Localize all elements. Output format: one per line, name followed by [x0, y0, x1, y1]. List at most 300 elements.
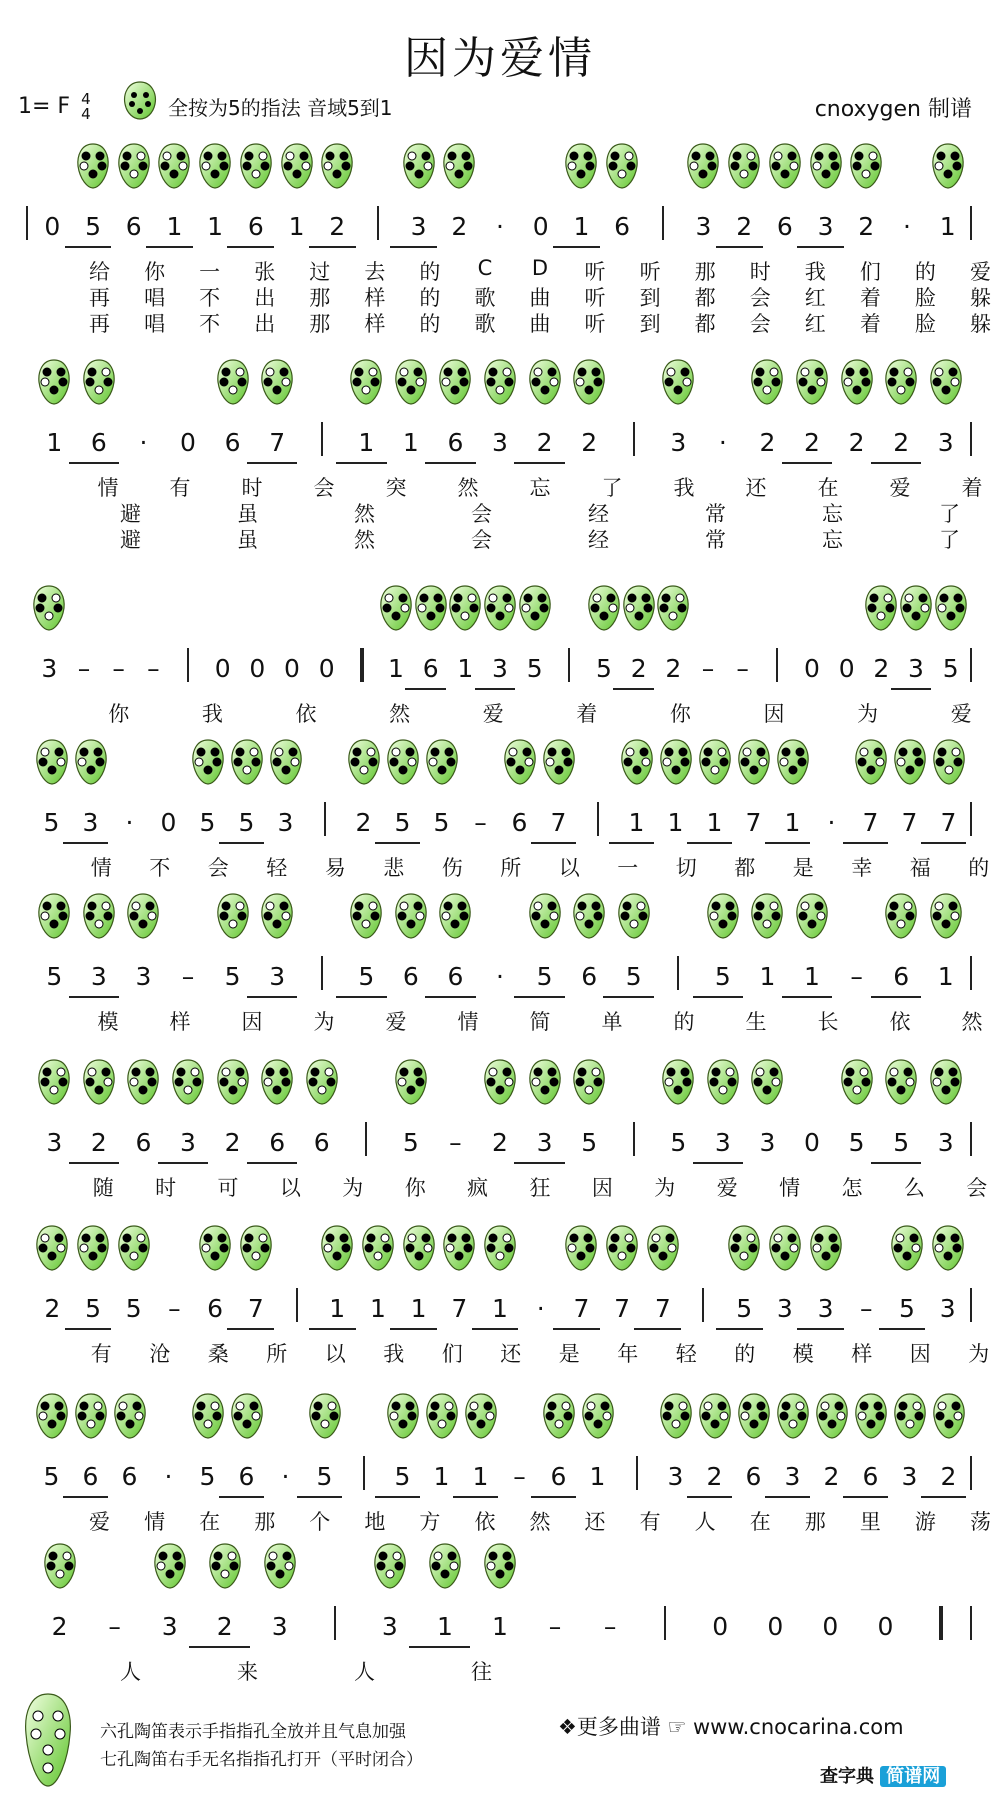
- ocarina-fingering-icon: [884, 358, 918, 406]
- lyric-char: 长: [817, 1010, 839, 1034]
- note: 1: [667, 808, 684, 837]
- note: 3: [784, 1462, 801, 1491]
- beam-underline: [531, 1496, 576, 1498]
- note: 1: [492, 1612, 508, 1641]
- beam-underline: [69, 1162, 120, 1164]
- ocarina-fingering-icon: [932, 1392, 966, 1440]
- lyric-char: 有: [90, 1342, 112, 1366]
- lyric-char: 听: [584, 312, 606, 336]
- lyric-char: 然: [354, 528, 375, 552]
- ocarina-fingering-icon: [934, 584, 968, 632]
- lyric-char: 情: [779, 1176, 801, 1200]
- note: 2: [90, 1128, 107, 1157]
- note: 1: [939, 212, 956, 241]
- lyric-char: 的: [914, 260, 936, 284]
- barline-end: [970, 1606, 972, 1640]
- ocarina-fingering-icon: [32, 584, 66, 632]
- lyric-char: 以: [324, 1342, 346, 1366]
- lyric-char: 我: [383, 1342, 405, 1366]
- lyric-char: 的: [419, 286, 441, 310]
- ocarina-fingering-icon: [386, 738, 420, 786]
- ocarina-fingering-icon: [617, 892, 651, 940]
- lyric-char: 突: [385, 476, 407, 500]
- ocarina-fingering-icon: [706, 1058, 740, 1106]
- ocarina-fingering-icon: [394, 1058, 428, 1106]
- lyric-char: 一: [617, 856, 639, 880]
- note: 1: [433, 1462, 450, 1491]
- note: 3: [901, 1462, 918, 1491]
- note: 3: [817, 1294, 834, 1323]
- lyric-char: 时: [155, 1176, 177, 1200]
- lyric-char: 躲: [969, 286, 991, 310]
- note: 5: [199, 1462, 216, 1491]
- lyric-char: 简: [529, 1010, 551, 1034]
- ocarina-fingering-icon: [706, 892, 740, 940]
- note: 2: [736, 212, 753, 241]
- lyric-char: 因: [909, 1342, 931, 1366]
- lyric-char: 躲: [969, 312, 991, 336]
- ocarina-fingering-icon: [840, 1058, 874, 1106]
- note: 1: [436, 1612, 453, 1641]
- lyric-char: 出: [254, 312, 276, 336]
- note: 1: [492, 1294, 508, 1323]
- note: 6: [313, 1128, 330, 1157]
- note: 6: [238, 1462, 255, 1491]
- lyric-char: 里: [859, 1510, 881, 1534]
- ocarina-fingering-icon: [239, 1224, 273, 1272]
- lyric-char: 在: [817, 476, 839, 500]
- lyric-char: 不: [199, 286, 221, 310]
- lyric-char: 歌: [474, 286, 496, 310]
- beam-underline: [716, 246, 763, 248]
- ocarina-fingering-icon: [402, 1224, 436, 1272]
- note: 6: [422, 654, 439, 683]
- ocarina-fingering-icon: [750, 1058, 784, 1106]
- note: 0: [284, 654, 300, 683]
- note: 2: [630, 654, 647, 683]
- barline: [597, 802, 599, 836]
- note: 7: [247, 1294, 264, 1323]
- note: 1: [784, 808, 801, 837]
- note: 0: [249, 654, 266, 683]
- ocarina-fingering-icon: [840, 358, 874, 406]
- ocarina-fingering-icon: [809, 1224, 843, 1272]
- lyric-char: 虽: [237, 528, 258, 552]
- ocarina-fingering-icon: [564, 1224, 598, 1272]
- note: 5: [596, 654, 612, 683]
- beam-underline: [843, 1496, 888, 1498]
- note: 5: [848, 1128, 865, 1157]
- beam-underline: [69, 462, 120, 464]
- note: 2: [823, 1462, 840, 1491]
- beam-underline: [475, 688, 516, 690]
- note: 0: [214, 654, 231, 683]
- ocarina-fingering-icon: [483, 584, 517, 632]
- lyric-char: 那: [254, 1510, 276, 1534]
- lyric-char: 忘: [529, 476, 551, 500]
- beam-underline: [336, 462, 387, 464]
- lyric-char: 怎: [841, 1176, 863, 1200]
- seal-text-a: 查字典: [820, 1766, 874, 1787]
- lyric-char: 那: [804, 1510, 826, 1534]
- lyric-char: 的: [734, 1342, 756, 1366]
- note: 1: [288, 212, 305, 241]
- lyric-char: 样: [851, 1342, 873, 1366]
- lyric-char: 疯: [467, 1176, 489, 1200]
- lyric-char: 么: [903, 1176, 925, 1200]
- lyric-char: 爱: [385, 1010, 407, 1034]
- note: 5: [433, 808, 450, 837]
- beam-underline: [843, 842, 888, 844]
- beam-underline: [613, 688, 654, 690]
- ocarina-fingering-icon: [750, 892, 784, 940]
- lyric-char: 的: [419, 312, 441, 336]
- note: 2: [759, 428, 776, 457]
- ocarina-fingering-icon: [43, 1542, 77, 1590]
- beam-underline: [891, 688, 932, 690]
- beam-underline: [871, 462, 922, 464]
- ocarina-fingering-icon: [661, 358, 695, 406]
- lyric-char: 人: [354, 1660, 375, 1684]
- note: 3: [277, 808, 294, 837]
- more-scores-link[interactable]: ❖更多曲谱 ☞ www.cnocarina.com: [558, 1715, 904, 1739]
- beam-underline: [390, 246, 437, 248]
- lyric-char: 为: [313, 1010, 335, 1034]
- ocarina-fingering-icon: [198, 142, 232, 190]
- lyric-char: 过: [309, 260, 331, 284]
- note: 0: [180, 428, 196, 457]
- note: ·: [536, 1294, 545, 1323]
- lyric-char: 在: [199, 1510, 221, 1534]
- note: 6: [269, 1128, 286, 1157]
- note: 6: [776, 212, 793, 241]
- ocarina-fingering-icon: [620, 738, 654, 786]
- note: 1: [369, 1294, 386, 1323]
- lyric-char: 然: [961, 1010, 983, 1034]
- barline-end: [970, 956, 972, 990]
- beam-underline: [425, 462, 476, 464]
- ocarina-fingering-icon: [379, 584, 413, 632]
- note: 2: [581, 428, 598, 457]
- lyric-char: 时: [749, 260, 771, 284]
- ocarina-fingering-icon: [528, 358, 562, 406]
- barline: [633, 422, 635, 456]
- note: 5: [714, 962, 731, 991]
- note: 5: [224, 962, 241, 991]
- beam-underline: [247, 462, 298, 464]
- ocarina-fingering-icon: [216, 358, 250, 406]
- ocarina-fingering-icon: [581, 1392, 615, 1440]
- lyric-char: 爱: [889, 476, 911, 500]
- lyric-char: 一: [199, 260, 221, 284]
- note: 0: [712, 1612, 729, 1641]
- ocarina-fingering-icon: [464, 1392, 498, 1440]
- note: 5: [394, 808, 411, 837]
- beam-underline: [219, 842, 264, 844]
- beam-underline: [693, 1162, 744, 1164]
- beam-underline: [609, 842, 654, 844]
- note: 0: [318, 654, 335, 683]
- ocarina-fingering-icon: [37, 1058, 71, 1106]
- ocarina-fingering-icon: [854, 738, 888, 786]
- note: 3: [161, 1612, 178, 1641]
- ocarina-fingering-icon: [82, 358, 116, 406]
- lyric-char: 你: [108, 702, 130, 726]
- note: 5: [536, 962, 553, 991]
- ocarina-fingering-icon: [884, 892, 918, 940]
- ocarina-fingering-icon: [768, 142, 802, 190]
- lyric-char: 着: [961, 476, 983, 500]
- note: 3: [180, 1128, 196, 1157]
- lyric-char: 常: [705, 502, 726, 526]
- note: 2: [536, 428, 553, 457]
- note: 5: [402, 1128, 419, 1157]
- site-seal: [820, 1762, 946, 1788]
- ocarina-fingering-icon: [394, 892, 428, 940]
- ocarina-fingering-icon: [518, 584, 552, 632]
- ocarina-fingering-icon: [320, 142, 354, 190]
- ocarina-fingering-icon: [622, 584, 656, 632]
- ocarina-fingering-icon: [82, 1058, 116, 1106]
- ocarina-fingering-icon: [126, 892, 160, 940]
- ocarina-fingering-icon: [795, 892, 829, 940]
- beam-underline: [65, 246, 112, 248]
- note: 5: [43, 1462, 60, 1491]
- note: 3: [908, 654, 924, 683]
- lyric-char: 着: [576, 702, 598, 726]
- note: ·: [496, 212, 504, 241]
- note: 7: [614, 1294, 631, 1323]
- note: 5: [316, 1462, 333, 1491]
- note: 5: [625, 962, 642, 991]
- ocarina-fingering-icon: [483, 1224, 517, 1272]
- lyric-char: 模: [792, 1342, 814, 1366]
- footnote-six-hole: 六孔陶笛表示手指指孔全放并且气息加强: [100, 1722, 406, 1742]
- lyric-char: 有: [639, 1510, 661, 1534]
- lyric-char: 游: [914, 1510, 936, 1534]
- ocarina-fingering-icon: [815, 1392, 849, 1440]
- lyric-char: 爱: [482, 702, 504, 726]
- ocarina-fingering-icon: [361, 1224, 395, 1272]
- ocarina-fingering-icon: [269, 738, 303, 786]
- ocarina-fingering-icon: [893, 1392, 927, 1440]
- note: 6: [581, 962, 598, 991]
- ocarina-fingering-icon: [750, 358, 784, 406]
- ocarina-fingering-icon: [74, 738, 108, 786]
- note: –: [603, 1612, 617, 1641]
- note: 2: [44, 1294, 61, 1323]
- lyric-char: 歌: [474, 312, 496, 336]
- ocarina-fingering-icon: [198, 1224, 232, 1272]
- note: –: [147, 654, 160, 683]
- note: 7: [550, 808, 567, 837]
- beam-underline: [797, 246, 844, 248]
- lyric-char: 可: [217, 1176, 239, 1200]
- beam-underline: [687, 842, 732, 844]
- note: 3: [937, 428, 954, 457]
- lyric-char: 你: [404, 1176, 426, 1200]
- lyric-char: 虽: [237, 502, 258, 526]
- repeat-start-barline: [26, 206, 28, 240]
- barline-end: [970, 1288, 972, 1322]
- beam-underline: [375, 1496, 420, 1498]
- note: 6: [447, 428, 464, 457]
- lyric-char: 因: [763, 702, 785, 726]
- beam-underline: [63, 842, 108, 844]
- note: 1: [804, 962, 820, 991]
- ocarina-fingering-icon: [528, 1058, 562, 1106]
- note: 6: [745, 1462, 762, 1491]
- barline: [296, 1288, 298, 1322]
- note: –: [112, 654, 125, 683]
- lyric-char: 都: [734, 856, 756, 880]
- lyric-char: 你: [144, 260, 166, 284]
- note: –: [168, 1294, 181, 1323]
- note: 1: [402, 428, 419, 457]
- ocarina-fingering-icon: [809, 142, 843, 190]
- note: –: [850, 962, 863, 991]
- lyric-char: 那: [694, 260, 716, 284]
- lyric-char: 样: [364, 312, 386, 336]
- note: 6: [402, 962, 419, 991]
- lyric-char: 再: [89, 286, 111, 310]
- barline: [321, 956, 323, 990]
- note: –: [513, 1462, 526, 1491]
- note: 1: [388, 654, 404, 683]
- note: 7: [451, 1294, 468, 1323]
- note: 3: [271, 1612, 288, 1641]
- note: 5: [942, 654, 959, 683]
- ocarina-fingering-icon: [191, 1392, 225, 1440]
- barline: [187, 648, 189, 682]
- barline: [664, 1606, 666, 1640]
- lyric-char: 爱: [89, 1510, 111, 1534]
- barline: [776, 648, 778, 682]
- ocarina-fingering-icon: [320, 1224, 354, 1272]
- note: 0: [532, 212, 549, 241]
- lyric-char: 忘: [822, 502, 843, 526]
- lyric-char: 唱: [144, 312, 166, 336]
- note: 6: [614, 212, 631, 241]
- note: 5: [125, 1294, 142, 1323]
- note: ·: [718, 428, 727, 457]
- beam-underline: [472, 1328, 519, 1330]
- ocarina-fingering-icon: [239, 142, 273, 190]
- barline-end: [970, 422, 972, 456]
- key-signature: [18, 92, 91, 122]
- note: 0: [877, 1612, 894, 1641]
- note: –: [108, 1612, 121, 1641]
- beam-underline: [63, 1496, 108, 1498]
- repeat-end-barline: [360, 648, 364, 682]
- barline: [377, 206, 379, 240]
- lyric-char: 桑: [207, 1342, 229, 1366]
- fingering-note: 全按为5的指法 音域5到1: [168, 96, 393, 120]
- lyric-char: 往: [471, 1660, 492, 1684]
- ocarina-fingering-icon: [659, 1392, 693, 1440]
- beam-underline: [227, 246, 274, 248]
- ocarina-fingering-icon: [528, 892, 562, 940]
- lyric-char: 人: [694, 1510, 716, 1534]
- author-credit: cnoxygen 制谱: [814, 97, 972, 122]
- ocarina-fingering-icon: [929, 358, 963, 406]
- barline: [365, 1122, 367, 1156]
- lyric-char: 所: [500, 856, 522, 880]
- note: 7: [573, 1294, 590, 1323]
- beam-underline: [227, 1328, 274, 1330]
- seal-text-b: 简谱网: [880, 1766, 946, 1787]
- note: 3: [41, 654, 58, 683]
- ocarina-fingering-icon: [216, 892, 250, 940]
- lyric-char: 红: [804, 312, 826, 336]
- barline-end: [970, 206, 972, 240]
- lyric-char: 时: [241, 476, 263, 500]
- beam-underline: [409, 1646, 470, 1648]
- beam-underline: [336, 996, 387, 998]
- lyric-char: 听: [584, 286, 606, 310]
- note: 1: [937, 962, 954, 991]
- note: ·: [281, 1462, 290, 1491]
- beam-underline: [782, 462, 833, 464]
- note: –: [736, 654, 749, 683]
- note: 3: [695, 212, 712, 241]
- key-label: 1= F: [18, 94, 71, 119]
- lyric-char: 爱: [969, 260, 991, 284]
- ocarina-fingering-icon: [428, 1542, 462, 1590]
- lyric-char: 方: [419, 1510, 441, 1534]
- note: 7: [901, 808, 918, 837]
- beam-underline: [189, 1646, 250, 1648]
- note: 0: [804, 654, 820, 683]
- note: 6: [82, 1462, 99, 1491]
- note: 2: [224, 1128, 241, 1157]
- lyric-char: 易: [324, 856, 346, 880]
- lyric-char: 都: [694, 286, 716, 310]
- beam-underline: [69, 996, 120, 998]
- beam-underline: [553, 1328, 600, 1330]
- note: 3: [135, 962, 152, 991]
- lyric-char: 着: [859, 312, 881, 336]
- ocarina-fingering-icon: [483, 358, 517, 406]
- ocarina-fingering-icon: [572, 1058, 606, 1106]
- note: 7: [654, 1294, 671, 1323]
- note: 0: [767, 1612, 784, 1641]
- ocarina-fingering-icon: [230, 738, 264, 786]
- note: 5: [581, 1128, 598, 1157]
- barline: [662, 206, 664, 240]
- ocarina-fingering-icon: [37, 358, 71, 406]
- ocarina-fingering-icon: [776, 738, 810, 786]
- lyric-char: 是: [558, 1342, 580, 1366]
- lyric-char: 那: [309, 312, 331, 336]
- note: 2: [451, 212, 468, 241]
- note: 5: [893, 1128, 910, 1157]
- ocarina-fingering-icon: [587, 584, 621, 632]
- note: –: [474, 808, 487, 837]
- ocarina-fingering-icon: [76, 142, 110, 190]
- lyric-char: 为: [968, 1342, 990, 1366]
- note: 2: [940, 1462, 957, 1491]
- beam-underline: [158, 1162, 209, 1164]
- time-sig-top: 4: [81, 90, 91, 108]
- note: 7: [745, 808, 762, 837]
- beam-underline: [693, 996, 744, 998]
- note: 5: [238, 808, 255, 837]
- ocarina-icon: [122, 80, 158, 120]
- ocarina-fingering-icon: [305, 1058, 339, 1106]
- barline-end: [970, 1456, 972, 1490]
- ocarina-fingering-icon: [932, 738, 966, 786]
